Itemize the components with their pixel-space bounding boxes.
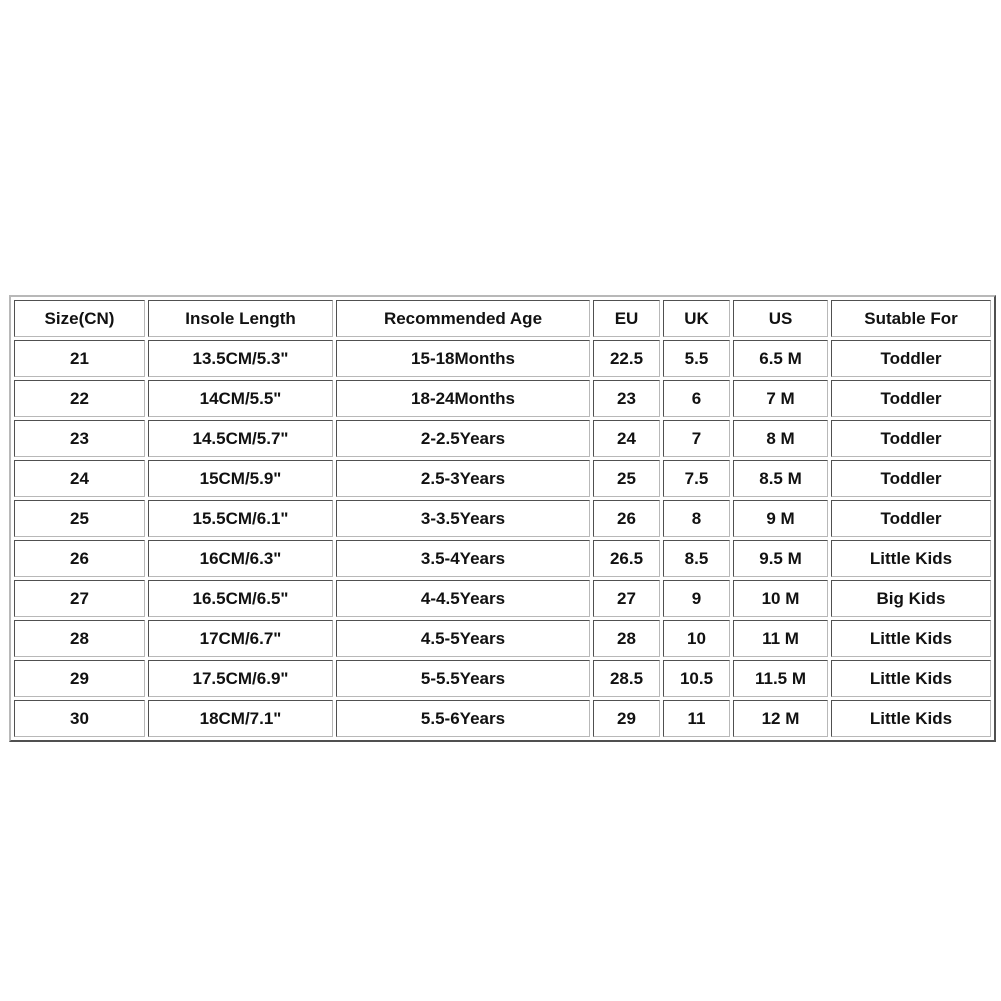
- cell-us: 8 M: [733, 420, 828, 457]
- cell-suitable-for: Little Kids: [831, 540, 991, 577]
- cell-eu: 24: [593, 420, 660, 457]
- table-row: [14, 380, 991, 417]
- table-row: [14, 340, 991, 377]
- header-row: [14, 300, 991, 337]
- cell-suitable-for: Toddler: [831, 340, 991, 377]
- cell-recommended-age: 2-2.5Years: [336, 420, 590, 457]
- table-row: [14, 660, 991, 697]
- cell-size-cn: 25: [14, 500, 145, 537]
- size-chart-table: [9, 295, 996, 742]
- cell-eu: 26.5: [593, 540, 660, 577]
- cell-insole-length: 14CM/5.5": [148, 380, 333, 417]
- cell-uk: 8.5: [663, 540, 730, 577]
- cell-size-cn: 27: [14, 580, 145, 617]
- cell-uk: 9: [663, 580, 730, 617]
- cell-size-cn: 24: [14, 460, 145, 497]
- header-insole-length: Insole Length: [148, 300, 333, 337]
- cell-eu: 28.5: [593, 660, 660, 697]
- cell-us: 12 M: [733, 700, 828, 737]
- cell-eu: 26: [593, 500, 660, 537]
- cell-size-cn: 21: [14, 340, 145, 377]
- cell-insole-length: 16.5CM/6.5": [148, 580, 333, 617]
- cell-eu: 23: [593, 380, 660, 417]
- table-row: [14, 420, 991, 457]
- cell-eu: 22.5: [593, 340, 660, 377]
- header-uk: UK: [663, 300, 730, 337]
- cell-uk: 8: [663, 500, 730, 537]
- header-us: US: [733, 300, 828, 337]
- header-suitable-for: Sutable For: [831, 300, 991, 337]
- cell-uk: 7: [663, 420, 730, 457]
- size-chart: [9, 295, 992, 742]
- cell-us: 7 M: [733, 380, 828, 417]
- cell-us: 6.5 M: [733, 340, 828, 377]
- table-row: [14, 700, 991, 737]
- header-recommended-age: Recommended Age: [336, 300, 590, 337]
- cell-recommended-age: 5.5-6Years: [336, 700, 590, 737]
- cell-suitable-for: Little Kids: [831, 700, 991, 737]
- cell-uk: 10.5: [663, 660, 730, 697]
- cell-size-cn: 22: [14, 380, 145, 417]
- cell-suitable-for: Little Kids: [831, 660, 991, 697]
- cell-suitable-for: Toddler: [831, 420, 991, 457]
- table-row: [14, 620, 991, 657]
- cell-insole-length: 17.5CM/6.9": [148, 660, 333, 697]
- cell-recommended-age: 15-18Months: [336, 340, 590, 377]
- cell-insole-length: 13.5CM/5.3": [148, 340, 333, 377]
- cell-us: 8.5 M: [733, 460, 828, 497]
- cell-insole-length: 14.5CM/5.7": [148, 420, 333, 457]
- cell-us: 11 M: [733, 620, 828, 657]
- cell-us: 9 M: [733, 500, 828, 537]
- cell-uk: 10: [663, 620, 730, 657]
- cell-recommended-age: 4.5-5Years: [336, 620, 590, 657]
- cell-insole-length: 15CM/5.9": [148, 460, 333, 497]
- cell-recommended-age: 2.5-3Years: [336, 460, 590, 497]
- header-size-cn: Size(CN): [14, 300, 145, 337]
- cell-uk: 5.5: [663, 340, 730, 377]
- cell-size-cn: 29: [14, 660, 145, 697]
- table-row: [14, 540, 991, 577]
- cell-uk: 7.5: [663, 460, 730, 497]
- cell-recommended-age: 3.5-4Years: [336, 540, 590, 577]
- cell-us: 11.5 M: [733, 660, 828, 697]
- cell-suitable-for: Big Kids: [831, 580, 991, 617]
- cell-size-cn: 26: [14, 540, 145, 577]
- cell-recommended-age: 5-5.5Years: [336, 660, 590, 697]
- cell-size-cn: 28: [14, 620, 145, 657]
- cell-eu: 27: [593, 580, 660, 617]
- cell-suitable-for: Little Kids: [831, 620, 991, 657]
- cell-us: 9.5 M: [733, 540, 828, 577]
- cell-insole-length: 18CM/7.1": [148, 700, 333, 737]
- cell-recommended-age: 3-3.5Years: [336, 500, 590, 537]
- table-row: [14, 500, 991, 537]
- cell-suitable-for: Toddler: [831, 380, 991, 417]
- cell-recommended-age: 4-4.5Years: [336, 580, 590, 617]
- cell-insole-length: 16CM/6.3": [148, 540, 333, 577]
- cell-suitable-for: Toddler: [831, 500, 991, 537]
- cell-recommended-age: 18-24Months: [336, 380, 590, 417]
- cell-uk: 11: [663, 700, 730, 737]
- cell-eu: 28: [593, 620, 660, 657]
- cell-size-cn: 23: [14, 420, 145, 457]
- cell-eu: 29: [593, 700, 660, 737]
- cell-suitable-for: Toddler: [831, 460, 991, 497]
- cell-uk: 6: [663, 380, 730, 417]
- cell-size-cn: 30: [14, 700, 145, 737]
- table-row: [14, 580, 991, 617]
- cell-us: 10 M: [733, 580, 828, 617]
- cell-insole-length: 17CM/6.7": [148, 620, 333, 657]
- table-row: [14, 460, 991, 497]
- cell-insole-length: 15.5CM/6.1": [148, 500, 333, 537]
- header-eu: EU: [593, 300, 660, 337]
- cell-eu: 25: [593, 460, 660, 497]
